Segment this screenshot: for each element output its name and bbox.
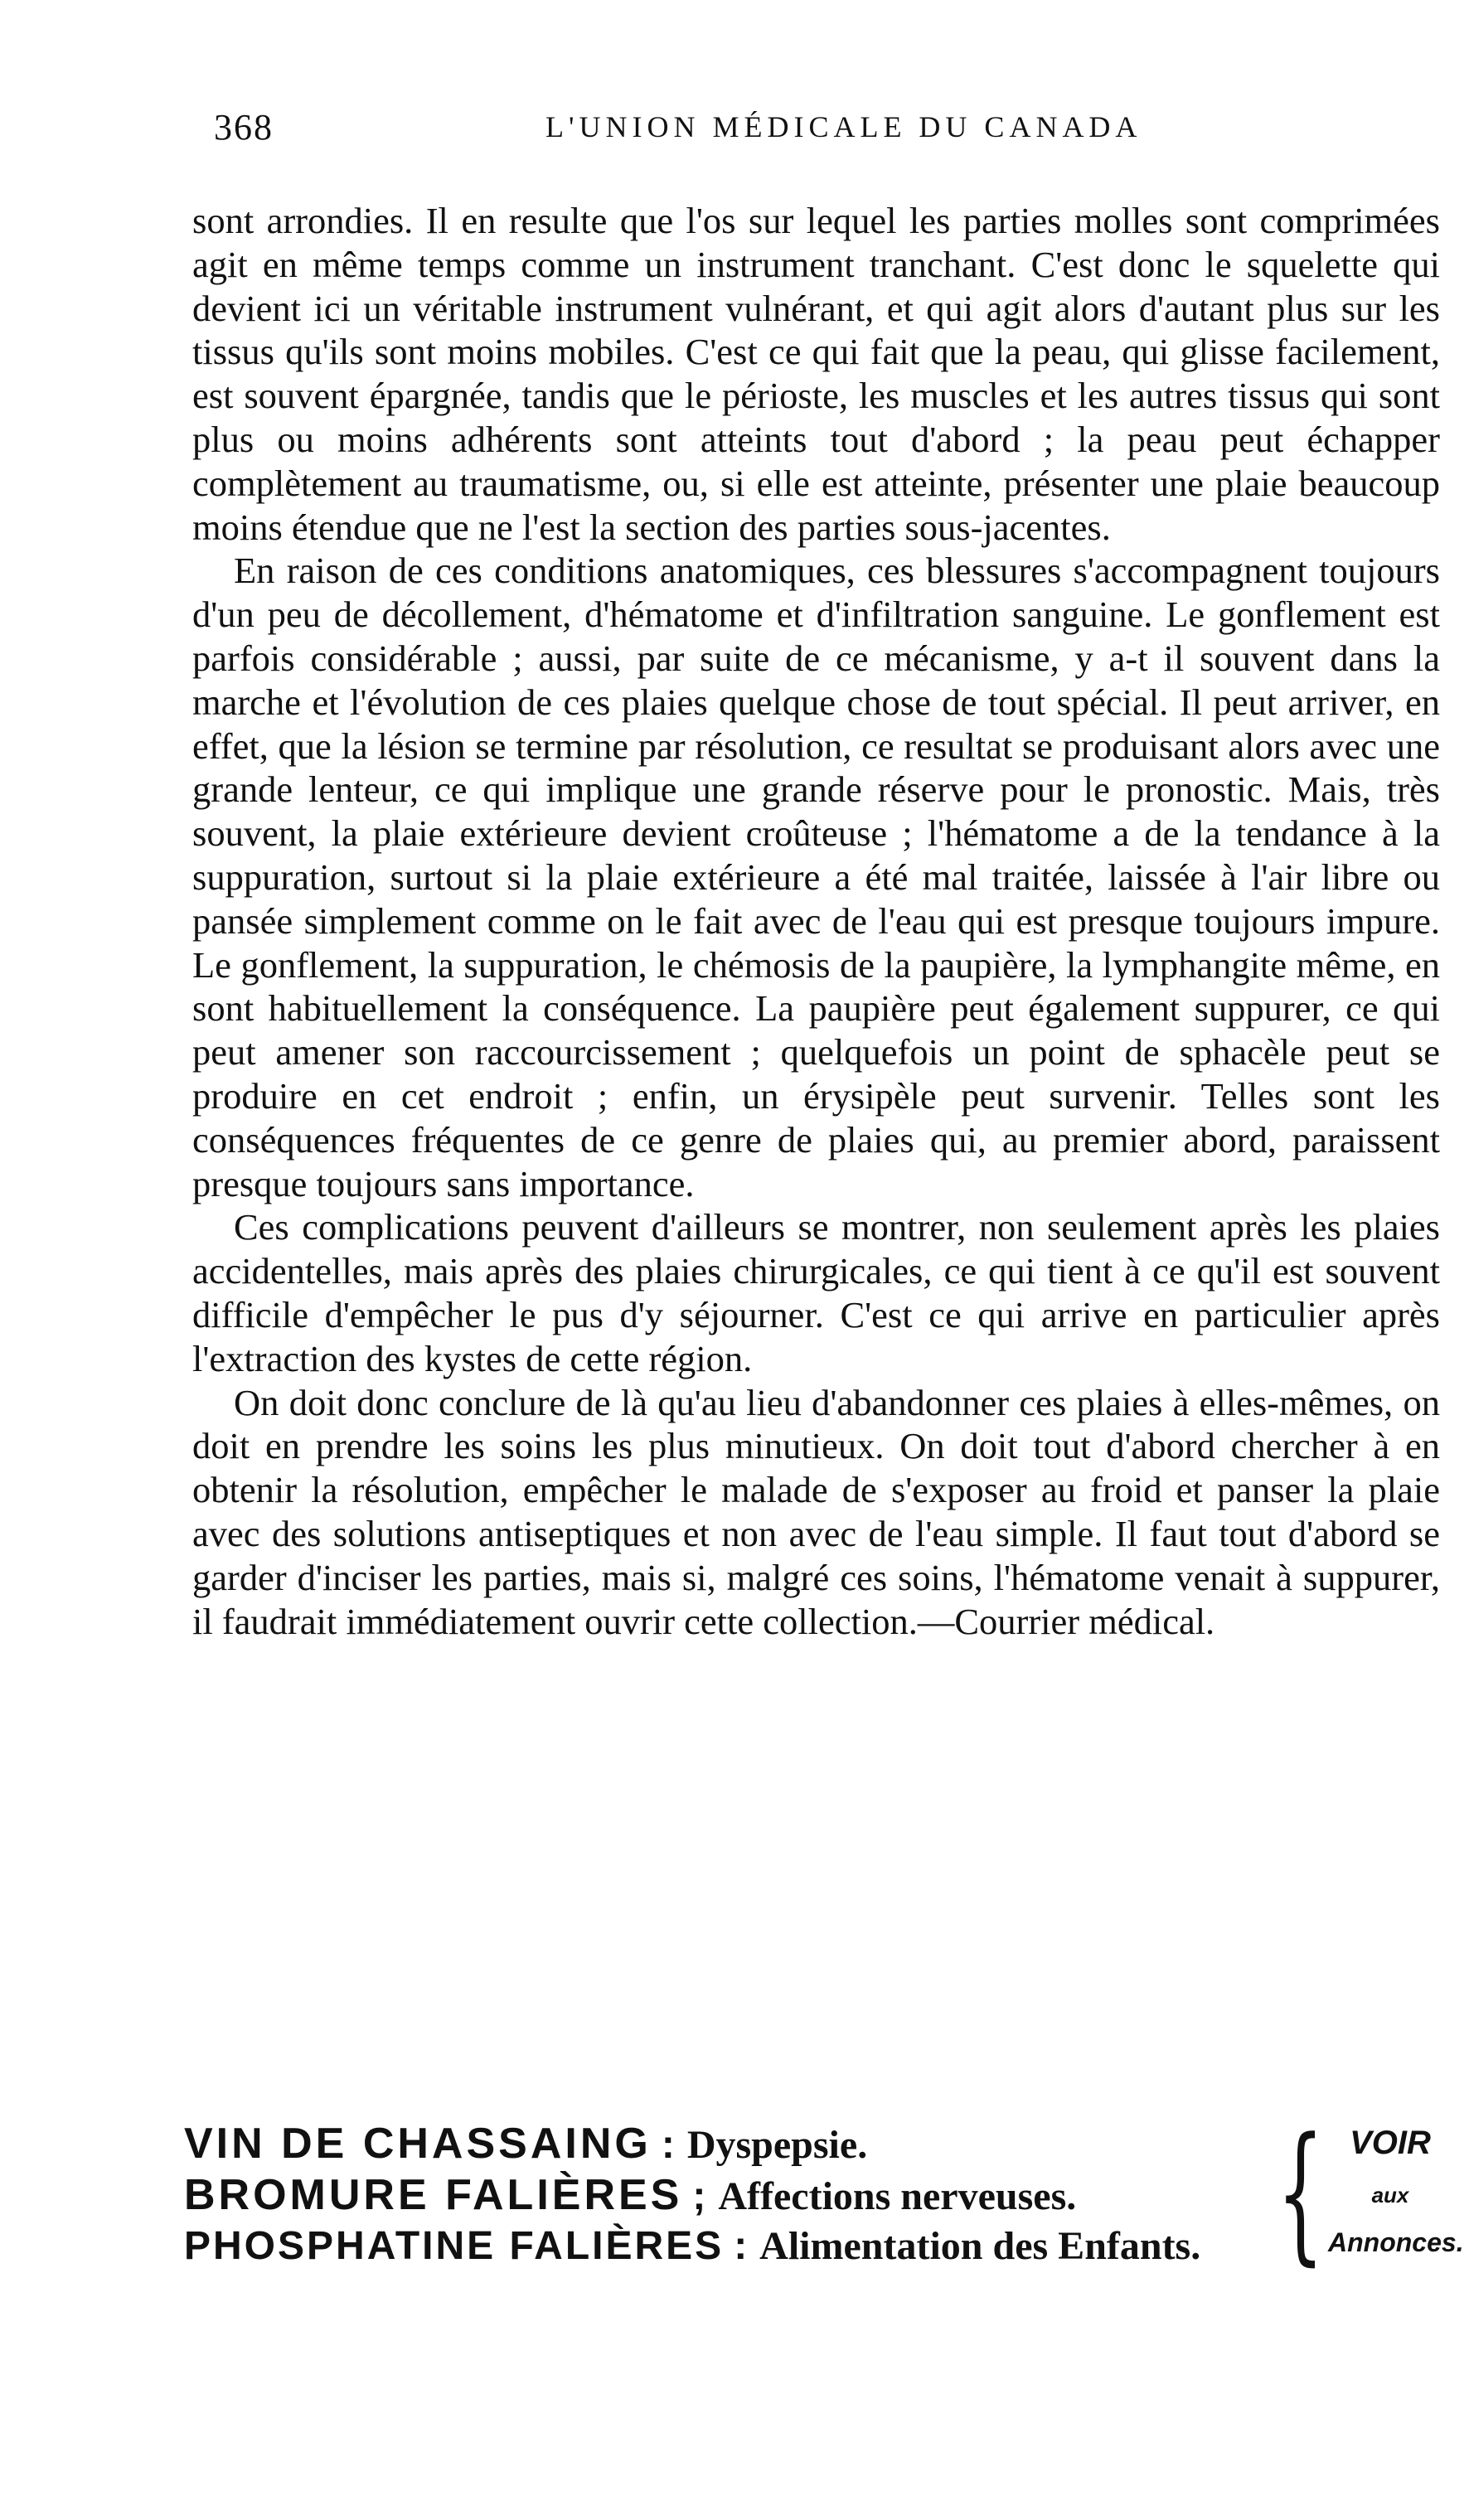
page-number: 368 xyxy=(214,107,274,148)
ad-description: Affections nerveuses. xyxy=(718,2174,1077,2218)
ad-brand: BROMURE FALIÈRES xyxy=(184,2171,683,2219)
ad-line-phosphatine-falieres xyxy=(184,2221,1200,2272)
ad-separator: ; xyxy=(692,2174,709,2218)
see-ads-label: aux xyxy=(1371,2183,1409,2207)
ad-line-bromure-falieres xyxy=(184,2169,1076,2221)
advertisement-block xyxy=(184,2106,1464,2333)
article-body xyxy=(192,199,1440,1643)
paragraph: sont arrondies. Il en resulte que l'os sur lequel les parties molles sont comprimées agit en même temps comme un instrument tranchant. C'est donc le squelette qui devient ici un véritable instrument vulnérant, et qui agit alors d'autant plus sur les tissus qu'ils sont moins mobiles. C'est ce qui fait que la peau, qui glisse facilement, est souvent épargnée, tandis que le périoste, les muscles et les autres tissus qui sont plus ou moins adhérents sont atteints tout d'abord ; la peau peut échapper complètement au traumatisme, ou, si elle est atteinte, présenter une plaie beaucoup moins étendue que ne l'est la section des parties sous-jacentes. xyxy=(192,200,1440,548)
ad-separator: : xyxy=(734,2224,750,2268)
brace-glyph: { xyxy=(1277,2106,1325,2280)
see-ads-label: Annonces. xyxy=(1328,2227,1464,2257)
ad-description: Dyspepsie. xyxy=(686,2123,868,2167)
running-title: L'UNION MÉDICALE DU CANADA xyxy=(545,110,1142,143)
page-header xyxy=(214,106,1457,156)
ad-separator: : xyxy=(661,2123,677,2167)
see-ads-label: VOIR xyxy=(1350,2125,1431,2161)
paragraph: Ces complications peuvent d'ailleurs se montrer, non seulement après les plaies accidentelles, mais après des plaies chirurgicales, ce qui tient à ce qu'il est souvent difficile d'empêcher le pus d'y séjourner. C'est ce qui arrive en particulier après l'extraction des kystes de cette région. xyxy=(192,1206,1440,1379)
ad-description: Alimentation des Enfants. xyxy=(759,2224,1201,2268)
ad-brand: PHOSPHATINE FALIÈRES xyxy=(184,2224,725,2268)
paragraph: En raison de ces conditions anatomiques, ces blessures s'accompagnent toujours d'un peu de décollement, d'hématome et d'infiltration sanguine. Le gonflement est parfois considérable ; aussi, par suite de ce mécanisme, y a-t il souvent dans la marche et l'évolution de ces plaies quelque chose de tout spécial. Il peut arriver, en effet, que la lésion se termine par résolution, ce resultat se produisant alors avec une grande lenteur, ce qui implique une grande réserve pour le pronostic. Mais, très souvent, la plaie extérieure devient croûteuse ; l'hématome a de la tendance à la suppuration, surtout si la plaie extérieure a été mal traitée, laissée à l'air libre ou pansée simplement comme on le fait avec de l'eau qui est presque toujours impure. Le gonflement, la suppuration, le chémosis de la paupière, la lymphangite même, en sont habituellement la conséquence. La paupière peut également suppurer, ce qui peut amener son raccourcissement ; quelquefois un point de sphacèle peut se produire en cet endroit ; enfin, un érysipèle peut survenir. Telles sont les conséquences fréquentes de ce genre de plaies qui, au premier abord, paraissent presque toujours sans importance. xyxy=(192,550,1440,1204)
ad-brand: VIN DE CHASSAING xyxy=(184,2120,652,2168)
paragraph: On doit donc conclure de là qu'au lieu d'abandonner ces plaies à elles-mêmes, on doit en prendre les soins les plus minutieux. On doit tout d'abord chercher à en obtenir la résolution, empêcher le malade de s'exposer au froid et panser la plaie avec des solutions antiseptiques et non avec de l'eau simple. Il faut tout d'abord se garder d'inciser les parties, mais si, malgré ces soins, l'hématome venait à suppurer, il faudrait immédiatement ouvrir cette collection.—Courrier médical. xyxy=(192,1381,1440,1642)
ad-line-vin-de-chassaing xyxy=(184,2118,867,2169)
